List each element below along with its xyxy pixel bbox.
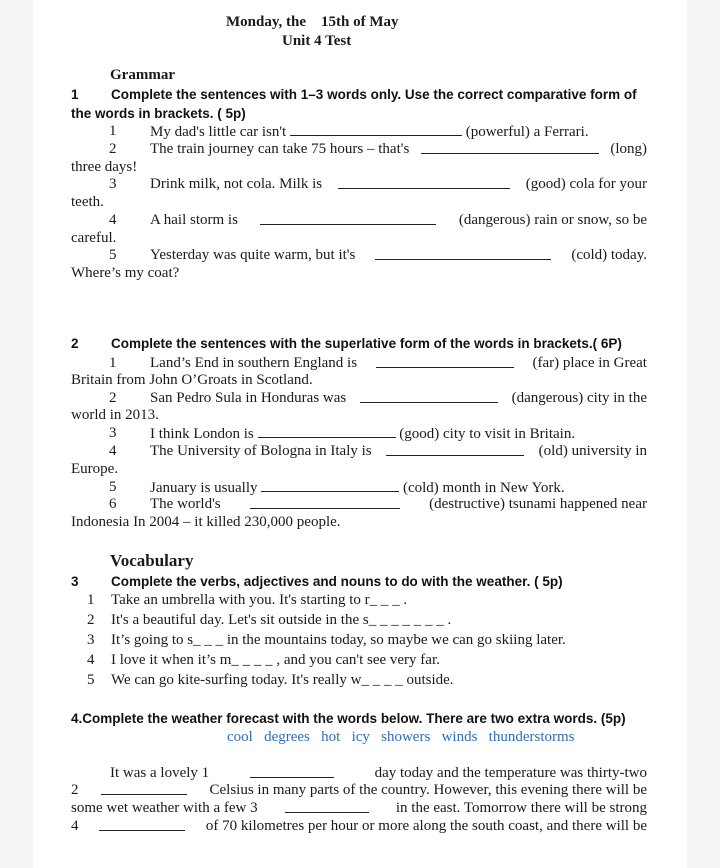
ex3-item-2: It's a beautiful day. Let's sit outside in the s_ _ _ _ _ _ _ . bbox=[111, 612, 452, 628]
ex3-item-1-number: 1 bbox=[87, 592, 95, 608]
forecast-l4b: of 70 kilometres per hour or more along the south coast, and there will be bbox=[205, 818, 647, 834]
worksheet-page bbox=[33, 0, 687, 868]
ex2-item-1-blank[interactable] bbox=[376, 355, 514, 368]
ex2-item-4-after: (old) university in bbox=[538, 443, 647, 459]
forecast-l2b: Celsius in many parts of the country. However, this evening there will be bbox=[209, 782, 647, 798]
ex1-item-5-cont: Where’s my coat? bbox=[71, 265, 180, 281]
ex2-number: 2 bbox=[71, 336, 79, 351]
ex1-item-2 bbox=[150, 141, 647, 158]
ex2-item-6 bbox=[150, 496, 647, 513]
ex2-item-6-cont: Indonesia In 2004 – it killed 230,000 people. bbox=[71, 514, 341, 530]
ex2-item-3 bbox=[150, 425, 575, 443]
ex2-item-1-number: 1 bbox=[109, 355, 117, 371]
ex2-item-3-blank[interactable] bbox=[258, 425, 396, 438]
ex1-item-5-number: 5 bbox=[109, 247, 117, 263]
ex2-item-5-blank[interactable] bbox=[261, 479, 399, 492]
ex2-item-3-after: (good) city to visit in Britain. bbox=[399, 426, 576, 442]
ex1-item-4 bbox=[150, 212, 647, 229]
ex1-instruction-line2: the words in brackets. ( 5p) bbox=[71, 106, 246, 121]
ex3-number: 3 bbox=[71, 574, 79, 589]
ex3-item-4-number: 4 bbox=[87, 652, 95, 668]
ex1-item-2-cont: three days! bbox=[71, 159, 138, 175]
word-bank-item: cool bbox=[227, 729, 253, 745]
ex1-item-2-after: (long) bbox=[610, 141, 647, 157]
grammar-heading: Grammar bbox=[110, 67, 175, 83]
ex1-item-4-before: A hail storm is bbox=[150, 212, 238, 228]
ex1-item-4-number: 4 bbox=[109, 212, 117, 228]
forecast-blank-1[interactable] bbox=[250, 765, 334, 778]
ex1-item-5 bbox=[150, 247, 647, 264]
ex1-instruction-line1: Complete the sentences with 1–3 words only. Use the correct comparative form of bbox=[111, 87, 637, 102]
ex2-item-2-number: 2 bbox=[109, 390, 117, 406]
forecast-line-1 bbox=[110, 765, 647, 782]
ex1-item-2-number: 2 bbox=[109, 141, 117, 157]
forecast-l3b: in the east. Tomorrow there will be strong bbox=[395, 800, 647, 816]
ex3-item-1: Take an umbrella with you. It's starting to r_ _ _ . bbox=[111, 592, 408, 608]
ex3-item-3: It’s going to s_ _ _ in the mountains today, so maybe we can go skiing later. bbox=[111, 632, 566, 648]
ex2-item-6-before: The world's bbox=[150, 496, 221, 512]
ex2-item-6-after: (destructive) tsunami happened near bbox=[429, 496, 647, 512]
ex4-instruction: 4.Complete the weather forecast with the words below. There are two extra words. (5p) bbox=[71, 711, 626, 726]
ex1-item-4-blank[interactable] bbox=[260, 212, 436, 225]
word-bank-item: winds bbox=[441, 729, 478, 745]
ex1-item-1-number: 1 bbox=[109, 123, 117, 139]
forecast-line-4 bbox=[71, 818, 647, 835]
forecast-l4a: 4 bbox=[71, 818, 79, 834]
ex2-item-5-number: 5 bbox=[109, 479, 117, 495]
ex2-item-6-blank[interactable] bbox=[250, 496, 400, 509]
forecast-line-3 bbox=[71, 800, 647, 817]
ex3-item-2-number: 2 bbox=[87, 612, 95, 628]
ex1-item-1-blank[interactable] bbox=[290, 123, 462, 136]
ex1-item-3-number: 3 bbox=[109, 176, 117, 192]
ex3-item-5-number: 5 bbox=[87, 672, 95, 688]
ex3-instruction: Complete the verbs, adjectives and nouns to do with the weather. ( 5p) bbox=[111, 574, 563, 589]
date-line bbox=[226, 14, 399, 31]
forecast-l2a: 2 bbox=[71, 782, 79, 798]
word-bank-item: hot bbox=[321, 729, 341, 745]
ex2-item-2 bbox=[150, 390, 647, 407]
ex2-item-2-after: (dangerous) city in the bbox=[511, 390, 647, 406]
ex3-item-4: I love it when it’s m_ _ _ _ , and you can't see very far. bbox=[111, 652, 440, 668]
ex1-item-4-after: (dangerous) rain or snow, so be bbox=[458, 212, 647, 228]
ex1-item-2-before: The train journey can take 75 hours – that's bbox=[150, 141, 410, 157]
vocabulary-heading: Vocabulary bbox=[110, 551, 194, 570]
forecast-blank-2[interactable] bbox=[101, 782, 187, 795]
ex1-number: 1 bbox=[71, 87, 79, 102]
ex1-item-5-blank[interactable] bbox=[375, 247, 551, 260]
forecast-blank-3[interactable] bbox=[285, 800, 369, 813]
ex2-item-3-before: I think London is bbox=[150, 426, 254, 442]
ex1-item-2-blank[interactable] bbox=[421, 141, 599, 154]
ex2-item-3-number: 3 bbox=[109, 425, 117, 441]
ex2-item-4 bbox=[150, 443, 647, 460]
word-bank-item: degrees bbox=[264, 729, 310, 745]
ex2-item-5 bbox=[150, 479, 565, 497]
forecast-l1b: day today and the temperature was thirty-two bbox=[374, 765, 647, 781]
ex4-word-bank bbox=[227, 729, 574, 746]
ex1-item-1-before: My dad's little car isn't bbox=[150, 124, 287, 140]
forecast-line-2 bbox=[71, 782, 647, 799]
forecast-blank-4[interactable] bbox=[99, 818, 185, 831]
ex2-item-2-blank[interactable] bbox=[360, 390, 498, 403]
ex1-item-3-before: Drink milk, not cola. Milk is bbox=[150, 176, 323, 192]
ex2-item-1 bbox=[150, 355, 647, 372]
ex1-item-3 bbox=[150, 176, 647, 193]
ex2-item-1-cont: Britain from John O’Groats in Scotland. bbox=[71, 372, 313, 388]
ex1-item-1-after: (powerful) a Ferrari. bbox=[465, 124, 589, 140]
ex2-item-4-before: The University of Bologna in Italy is bbox=[150, 443, 372, 459]
ex2-item-4-blank[interactable] bbox=[386, 443, 524, 456]
ex1-item-4-cont: careful. bbox=[71, 230, 117, 246]
date-text: Monday, the 15th of May bbox=[226, 14, 399, 30]
ex2-item-2-cont: world in 2013. bbox=[71, 407, 159, 423]
ex2-item-1-after: (far) place in Great bbox=[532, 355, 647, 371]
forecast-l1a: It was a lovely 1 bbox=[110, 765, 210, 781]
ex2-instruction: Complete the sentences with the superlative form of the words in brackets.( 6P) bbox=[111, 336, 622, 351]
ex3-item-3-number: 3 bbox=[87, 632, 95, 648]
page-title: Unit 4 Test bbox=[282, 33, 352, 49]
word-bank-item: showers bbox=[381, 729, 431, 745]
ex2-item-1-before: Land’s End in southern England is bbox=[150, 355, 358, 371]
ex1-item-3-after: (good) cola for your bbox=[525, 176, 647, 192]
ex2-item-4-number: 4 bbox=[109, 443, 117, 459]
ex1-item-3-cont: teeth. bbox=[71, 194, 104, 210]
ex2-item-5-after: (cold) month in New York. bbox=[402, 480, 565, 496]
ex2-item-2-before: San Pedro Sula in Honduras was bbox=[150, 390, 347, 406]
forecast-l3a: some wet weather with a few 3 bbox=[71, 800, 258, 816]
ex2-item-6-number: 6 bbox=[109, 496, 117, 512]
word-bank-item: thunderstorms bbox=[488, 729, 575, 745]
ex2-item-4-cont: Europe. bbox=[71, 461, 119, 477]
ex1-item-5-after: (cold) today. bbox=[571, 247, 647, 263]
ex1-item-3-blank[interactable] bbox=[338, 176, 510, 189]
ex1-item-5-before: Yesterday was quite warm, but it's bbox=[150, 247, 356, 263]
ex2-item-5-before: January is usually bbox=[150, 480, 258, 496]
ex1-item-1 bbox=[150, 123, 589, 141]
word-bank-item: icy bbox=[351, 729, 370, 745]
ex3-item-5: We can go kite-surfing today. It's really w_ _ _ _ outside. bbox=[111, 672, 454, 688]
